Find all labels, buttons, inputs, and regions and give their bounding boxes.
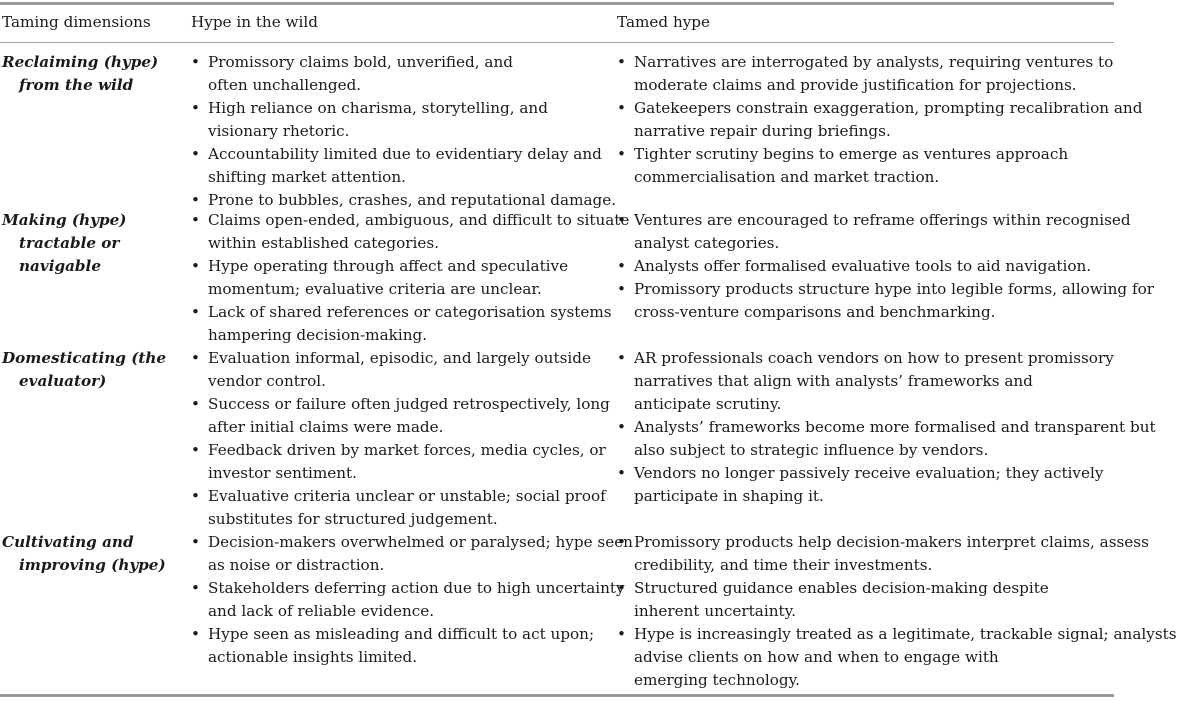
text-line: analyst categories. [634,234,780,252]
list-item [191,347,610,393]
text-line: • Structured guidance enables decision-making despite [634,579,1049,597]
list-item [617,51,1142,97]
dimension-line: Domesticating (the [2,349,167,367]
header-rule [0,42,1114,43]
text-line: • Lack of shared references or categorisation systems [208,303,612,321]
text-line: within established categories. [208,234,439,252]
row-hype-in-the-wild [191,209,629,347]
text-line: narrative repair during briefings. [634,122,891,140]
text-line: • Vendors no longer passively receive evaluation; they actively [634,464,1104,482]
tamed-bullet-list [617,51,1142,189]
list-item [191,143,616,189]
text-line: • Decision-makers overwhelmed or paralysed; hype seen [208,533,633,551]
list-item [617,623,1177,692]
list-item [617,255,1154,278]
row-hype-in-the-wild [191,51,616,212]
text-line: hampering decision-making. [208,326,428,344]
row-hype-in-the-wild [191,531,633,669]
text-line: • Promissory claims bold, unverified, and [208,53,513,71]
text-line: vendor control. [208,372,326,390]
dimension-line: evaluator) [19,372,107,390]
text-line: • Promissory products structure hype into legible forms, allowing for [634,280,1154,298]
text-line: • Prone to bubbles, crashes, and reputational damage. [208,191,617,209]
text-line: • Evaluative criteria unclear or unstable; social proof [208,487,606,505]
list-item [617,577,1177,623]
text-line: shifting market attention. [208,168,406,186]
dimension-line: tractable or [19,234,120,252]
list-item [617,347,1156,416]
text-line: cross-venture comparisons and benchmarking. [634,303,996,321]
row-dimension-label [2,51,158,97]
text-line: • Hype operating through affect and speculative [208,257,569,275]
header-hype-in-the-wild: Hype in the wild [191,13,318,31]
wild-bullet-list [191,51,616,212]
tamed-bullet-list [617,347,1156,508]
text-line: substitutes for structured judgement. [208,510,498,528]
text-line: as noise or distraction. [208,556,385,574]
tamed-bullet-list [617,209,1154,324]
list-item [191,393,610,439]
text-line: commercialisation and market traction. [634,168,940,186]
text-line: • Claims open-ended, ambiguous, and difficult to situate [208,211,630,229]
text-line: participate in shaping it. [634,487,824,505]
list-item [191,209,629,255]
list-item [191,255,629,301]
text-line: • Stakeholders deferring action due to high uncertainty [208,579,625,597]
table-bottom-rule [0,694,1114,697]
list-item [617,97,1142,143]
row-tamed-hype [617,209,1154,324]
text-line: • Hype is increasingly treated as a legitimate, trackable signal; analysts [634,625,1177,643]
wild-bullet-list [191,531,633,669]
text-line: after initial claims were made. [208,418,444,436]
text-line: moderate claims and provide justification for projections. [634,76,1077,94]
list-item [191,531,633,577]
text-line: often unchallenged. [208,76,362,94]
text-line: • Promissory products help decision-makers interpret claims, assess [634,533,1149,551]
text-line: • Gatekeepers constrain exaggeration, prompting recalibration and [634,99,1143,117]
wild-bullet-list [191,209,629,347]
text-line: inherent uncertainty. [634,602,796,620]
text-line: • Analysts’ frameworks become more formalised and transparent but [634,418,1156,436]
text-line: momentum; evaluative criteria are unclear. [208,280,542,298]
list-item [191,577,633,623]
text-line: • High reliance on charisma, storytelling, and [208,99,548,117]
text-line: • Analysts offer formalised evaluative tools to aid navigation. [634,257,1092,275]
list-item [191,51,616,97]
row-tamed-hype [617,531,1177,692]
text-line: anticipate scrutiny. [634,395,782,413]
list-item [617,143,1142,189]
list-item [617,531,1177,577]
text-line: narratives that align with analysts’ frameworks and [634,372,1033,390]
text-line: emerging technology. [634,671,800,689]
dimension-line: improving (hype) [19,556,166,574]
text-line: credibility, and time their investments. [634,556,933,574]
text-line: investor sentiment. [208,464,357,482]
header-taming-dimensions: Taming dimensions [2,13,151,31]
dimension-line: Cultivating and [2,533,134,551]
row-tamed-hype [617,51,1142,189]
text-line: • Feedback driven by market forces, media cycles, or [208,441,606,459]
wild-bullet-list [191,347,610,531]
dimension-line: navigable [19,257,101,275]
text-line: • Success or failure often judged retrospectively, long [208,395,610,413]
text-line: • AR professionals coach vendors on how to present promissory [634,349,1114,367]
text-line: • Hype seen as misleading and difficult to act upon; [208,625,595,643]
text-line: • Accountability limited due to evidentiary delay and [208,145,602,163]
text-line: • Narratives are interrogated by analysts, requiring ventures to [634,53,1114,71]
text-line: actionable insights limited. [208,648,418,666]
text-line: • Tighter scrutiny begins to emerge as ventures approach [634,145,1069,163]
list-item [617,209,1154,255]
list-item [191,439,610,485]
list-item [191,301,629,347]
dimension-line: Making (hype) [2,211,127,229]
text-line: • Evaluation informal, episodic, and largely outside [208,349,591,367]
list-item [617,278,1154,324]
tamed-bullet-list [617,531,1177,692]
row-tamed-hype [617,347,1156,508]
list-item [191,485,610,531]
list-item [617,416,1156,462]
dimension-line: from the wild [19,76,134,94]
list-item [191,623,633,669]
text-line: also subject to strategic influence by vendors. [634,441,989,459]
text-line: • Ventures are encouraged to reframe offerings within recognised [634,211,1131,229]
row-dimension-label [2,531,166,577]
row-hype-in-the-wild [191,347,610,531]
text-line: visionary rhetoric. [208,122,350,140]
header-tamed-hype: Tamed hype [617,13,711,31]
list-item [617,462,1156,508]
row-dimension-label [2,347,166,393]
table-top-rule [0,2,1114,5]
list-item [191,97,616,143]
dimension-line: Reclaiming (hype) [2,53,159,71]
row-dimension-label [2,209,126,278]
text-line: and lack of reliable evidence. [208,602,435,620]
text-line: advise clients on how and when to engage with [634,648,999,666]
